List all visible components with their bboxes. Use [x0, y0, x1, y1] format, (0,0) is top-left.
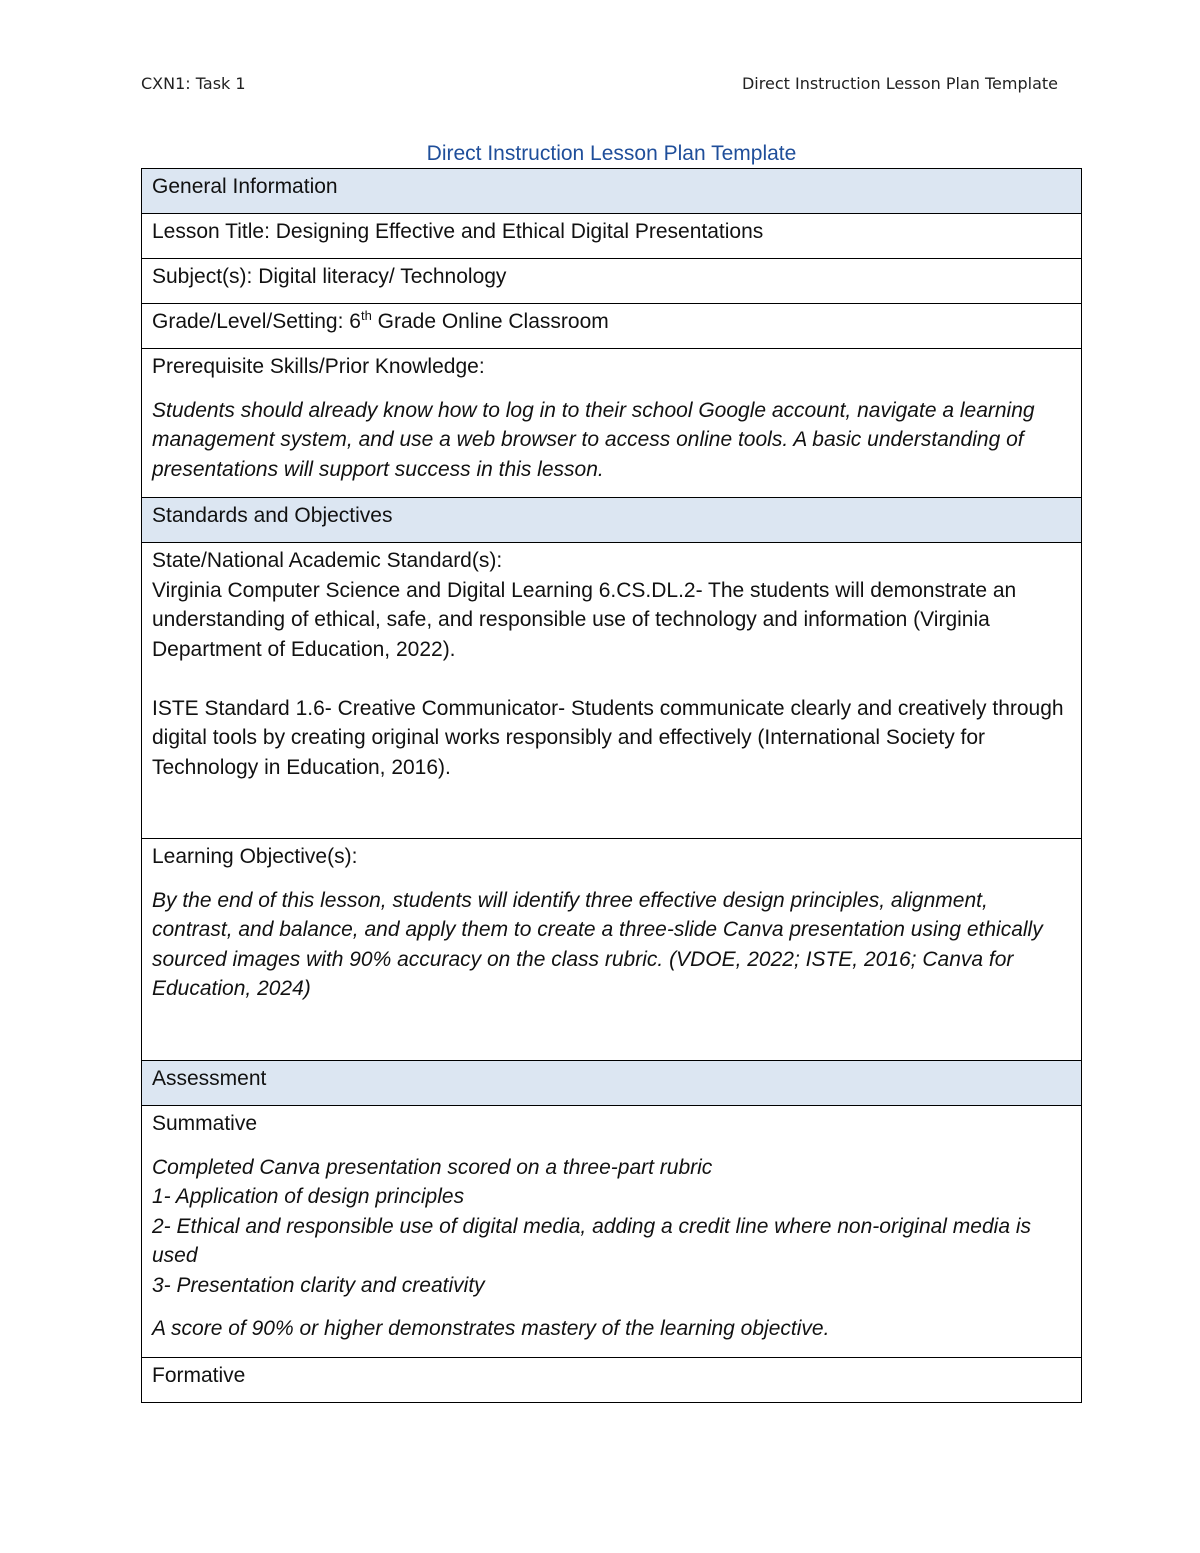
document-title: Direct Instruction Lesson Plan Template	[426, 142, 797, 165]
state-standards-label: State/National Academic Standard(s):	[152, 549, 503, 572]
grade-superscript: th	[360, 308, 372, 323]
summative-cell	[142, 1106, 1082, 1358]
assessment-heading: Assessment	[142, 1061, 1082, 1106]
grade-level-setting	[142, 304, 1082, 349]
learning-objective-text: By the end of this lesson, students will identify three effective design principles, alignment, contrast, and balance, and apply them to create a three-slide Canva presentation using ethically sourced images with 90% accuracy on the class rubric. (VDOE, 2022; ISTE, 2016; Canva for Education, 2024)	[152, 888, 1043, 1000]
rubric-item: 2- Ethical and responsible use of digital media, adding a credit line where non-original media is used	[152, 1214, 1032, 1267]
general-information-heading: General Information	[142, 169, 1082, 214]
table-row	[142, 839, 1082, 1061]
standards-cell	[142, 543, 1082, 839]
table-row	[142, 1358, 1082, 1403]
summative-intro: Completed Canva presentation scored on a three-part rubric	[152, 1155, 713, 1179]
formative-label: Formative	[142, 1358, 1082, 1403]
learning-objective-label: Learning Objective(s):	[152, 845, 358, 868]
table-row	[142, 1106, 1082, 1358]
table-row	[142, 304, 1082, 349]
subjects: Subject(s): Digital literacy/ Technology	[142, 259, 1082, 304]
state-standards-text: Virginia Computer Science and Digital Learning 6.CS.DL.2- The students will demonstrate an understanding of ethical, safe, and responsible use of technology and information (Virginia Department of Education, 2022).	[152, 578, 1017, 661]
table-row	[142, 349, 1082, 498]
prerequisites-text: Students should already know how to log in to their school Google account, navigate a learning management system, and use a web browser to access online tools. A basic understanding of presentations will support success in this lesson.	[152, 398, 1035, 481]
rubric-item: 3- Presentation clarity and creativity	[152, 1273, 485, 1297]
header-left: CXN1: Task 1	[141, 74, 246, 93]
prerequisites-label: Prerequisite Skills/Prior Knowledge:	[152, 355, 485, 378]
grade-prefix: Grade/Level/Setting: 6	[152, 310, 361, 333]
prerequisites-cell	[142, 349, 1082, 498]
table-row	[142, 214, 1082, 259]
iste-standard-text: ISTE Standard 1.6- Creative Communicator- Students communicate clearly and creatively through digital tools by creating original works responsibly and effectively (International Society for Technology in Education, 2016).	[152, 696, 1064, 779]
standards-objectives-heading: Standards and Objectives	[142, 498, 1082, 543]
lesson-plan-table	[141, 168, 1082, 1403]
section-row-general	[142, 169, 1082, 214]
mastery-text: A score of 90% or higher demonstrates mastery of the learning objective.	[152, 1317, 830, 1340]
lesson-title: Lesson Title: Designing Effective and Ethical Digital Presentations	[142, 214, 1082, 259]
header-right: Direct Instruction Lesson Plan Template	[741, 74, 1058, 93]
page-header	[141, 74, 1058, 98]
section-row-assessment	[142, 1061, 1082, 1106]
section-row-standards	[142, 498, 1082, 543]
rubric-item: 1- Application of design principles	[152, 1185, 465, 1208]
grade-suffix: Grade Online Classroom	[371, 310, 609, 333]
learning-objective-cell	[142, 839, 1082, 1061]
summative-label: Summative	[152, 1112, 258, 1135]
table-row	[142, 259, 1082, 304]
table-row	[142, 543, 1082, 839]
